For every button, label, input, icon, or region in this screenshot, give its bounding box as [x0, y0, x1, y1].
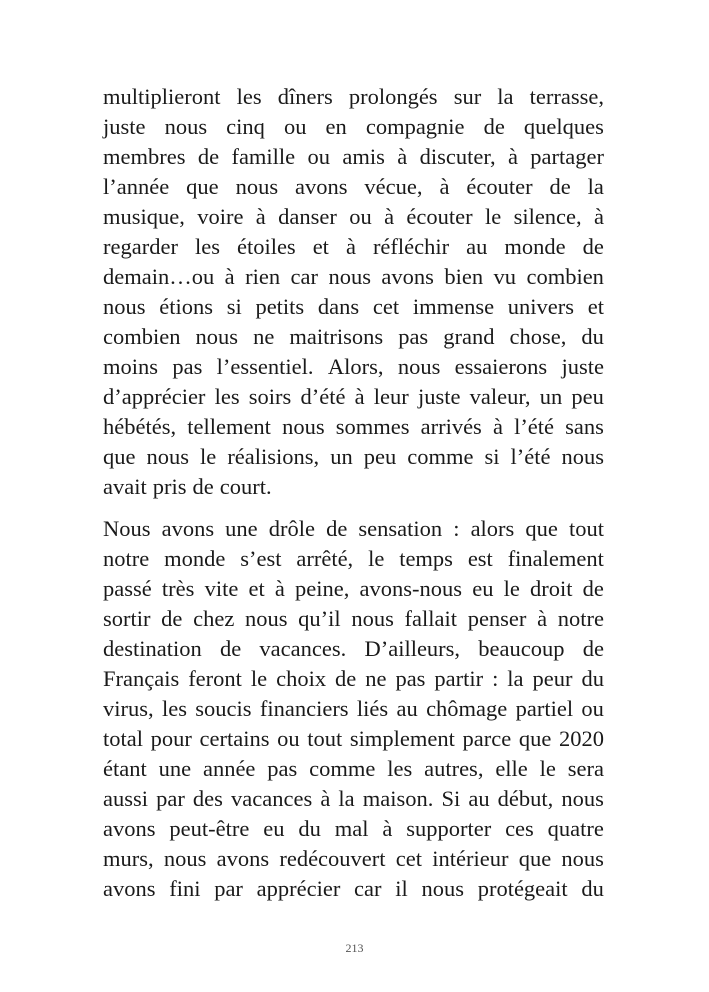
text-line: notre monde s’est arrêté, le temps est finalement — [103, 546, 604, 571]
text-line: destination de vacances. D’ailleurs, beaucoup de — [103, 636, 604, 661]
text-line: demain…ou à rien car nous avons bien vu combien — [103, 264, 604, 289]
text-line: moins pas l’essentiel. Alors, nous essaierons juste — [103, 354, 604, 379]
text-line: total pour certains ou tout simplement parce que 2020 — [103, 726, 604, 751]
text-line: juste nous cinq ou en compagnie de quelques — [103, 114, 604, 139]
text-line: hébétés, tellement nous sommes arrivés à l’été sans — [103, 414, 604, 439]
text-line: Nous avons une drôle de sensation : alors que tout — [103, 516, 604, 541]
text-line: aussi par des vacances à la maison. Si au début, nous — [103, 786, 604, 811]
text-line: sortir de chez nous qu’il nous fallait penser à notre — [103, 606, 604, 631]
text-line: regarder les étoiles et à réfléchir au monde de — [103, 234, 604, 259]
text-line: avait pris de court. — [103, 474, 272, 499]
text-line: l’année que nous avons vécue, à écouter de la — [103, 174, 604, 199]
text-line: combien nous ne maitrisons pas grand chose, du — [103, 324, 604, 349]
text-line: murs, nous avons redécouvert cet intérieur que nous — [103, 846, 604, 871]
text-line: virus, les soucis financiers liés au chômage partiel ou — [103, 696, 604, 721]
text-line: avons fini par apprécier car il nous protégeait du — [103, 876, 604, 901]
text-line: nous étions si petits dans cet immense univers et — [103, 294, 604, 319]
paragraph-1 — [103, 82, 604, 502]
paragraph-2 — [103, 514, 604, 904]
text-line: que nous le réalisions, un peu comme si l’été nous — [103, 444, 604, 469]
text-line: musique, voire à danser ou à écouter le silence, à — [103, 204, 604, 229]
text-line: multiplieront les dîners prolongés sur la terrasse, — [103, 84, 604, 109]
page-number: 213 — [345, 941, 364, 955]
text-line: passé très vite et à peine, avons-nous eu le droit de — [103, 576, 604, 601]
text-line: avons peut-être eu du mal à supporter ces quatre — [103, 816, 604, 841]
text-line: Français feront le choix de ne pas partir : la peur du — [103, 666, 604, 691]
text-line: membres de famille ou amis à discuter, à partager — [103, 144, 604, 169]
text-line: d’apprécier les soirs d’été à leur juste valeur, un peu — [103, 384, 604, 409]
text-line: étant une année pas comme les autres, elle le sera — [103, 756, 604, 781]
